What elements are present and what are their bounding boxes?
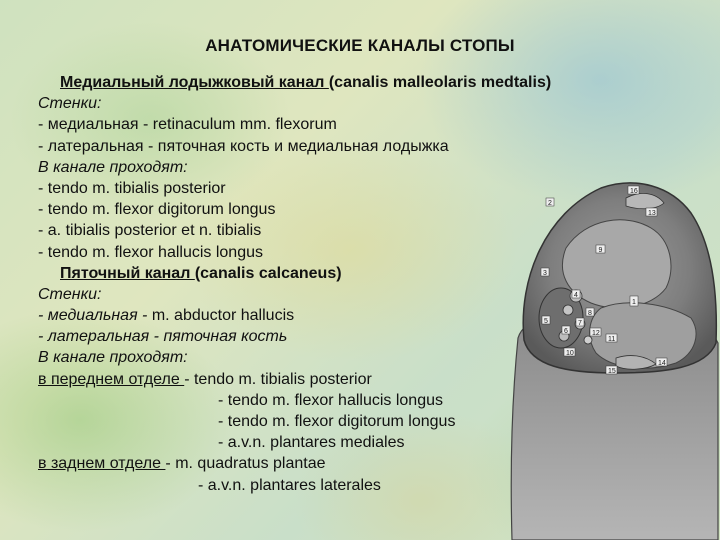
canal1-heading-line [38, 72, 718, 93]
figure-label: 6 [564, 328, 568, 335]
canal1-heading: Медиальный лодыжковый канал [60, 74, 329, 91]
canal1-passes-label: В канале проходят: [38, 158, 188, 176]
canal1-wall-lateral: - латеральная - пяточная кость и медиальная лодыжка [38, 137, 449, 155]
canal1-walls-label: Стенки: [38, 95, 102, 113]
figure-label: 3 [543, 270, 547, 277]
canal2-front-item: - tendo m. flexor hallucis longus [218, 391, 443, 409]
canal2-passes-label: В канале проходят: [38, 349, 188, 367]
canal1-wall-medial: - медиальная - retinaculum mm. flexorum [38, 116, 337, 134]
canal2-wall-lateral: - латеральная - пяточная кость [38, 328, 288, 346]
figure-label: 8 [588, 310, 592, 317]
canal2-wall-medial-prefix: - медиальная - [38, 307, 152, 325]
slide-title: АНАТОМИЧЕСКИЕ КАНАЛЫ СТОПЫ [205, 36, 515, 55]
canal1-item: - a. tibialis posterior et n. tibialis [38, 222, 262, 240]
figure-label: 4 [574, 292, 578, 299]
canal2-heading: Пяточный канал [60, 264, 195, 282]
figure-label: 16 [630, 188, 638, 195]
canal2-back-item: - a.v.n. plantares laterales [198, 476, 381, 494]
canal2-front-item: - tendo m. flexor digitorum longus [218, 413, 456, 430]
canal1-item: - tendo m. tibialis posterior [38, 179, 226, 197]
figure-label: 13 [648, 210, 656, 217]
figure-label: 5 [544, 318, 548, 325]
figure-label: 15 [608, 368, 616, 375]
canal2-back-item: - m. quadratus plantae [165, 455, 326, 473]
figure-label: 12 [592, 330, 600, 337]
canal2-latin: (canalis calcaneus) [194, 264, 342, 282]
figure-label: 1 [632, 299, 636, 306]
figure-label: 7 [578, 320, 582, 327]
figure-label: 14 [658, 360, 666, 367]
canal1-item: - tendo m. flexor digitorum longus [38, 201, 276, 219]
canal2-front-item: - a.v.n. plantares mediales [218, 434, 405, 452]
figure-label: 10 [566, 350, 574, 357]
canal1-latin: (canalis malleolaris medtalis) [328, 74, 552, 91]
figure-label: 11 [608, 336, 616, 343]
canal1-item: - tendo m. flexor hallucis longus [38, 243, 263, 261]
foot-cross-section-figure [506, 168, 720, 540]
figure-label: 9 [598, 247, 603, 254]
canal2-back-label: в заднем отделе [38, 455, 166, 473]
canal2-wall-medial-value: m. abductor hallucis [151, 307, 295, 325]
canal2-front-item: - tendo m. tibialis posterior [184, 370, 372, 388]
figure-label: 2 [548, 200, 552, 207]
foot-cross-section-illustration [506, 168, 720, 540]
canal2-walls-label: Стенки: [38, 285, 102, 303]
canal2-front-label: в переднем отделе [38, 370, 185, 388]
